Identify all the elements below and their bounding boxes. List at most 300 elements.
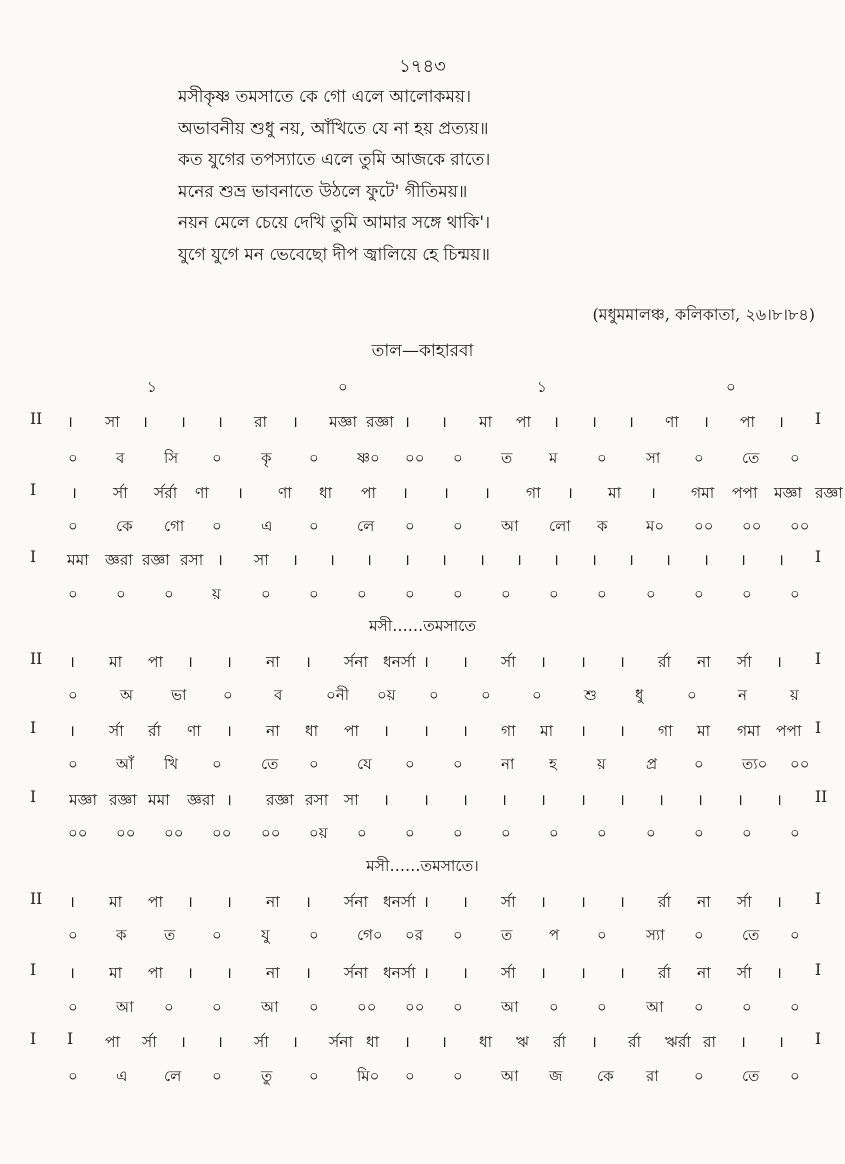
- lyric-syllable: ০: [694, 926, 704, 944]
- beat-marker: ০: [338, 378, 348, 396]
- swara-token: ।: [305, 653, 311, 671]
- swara-row: [0, 961, 845, 989]
- swara-token: I: [815, 1030, 822, 1048]
- swara-token: সা: [105, 413, 120, 431]
- lyric-syllable: ০: [532, 686, 542, 704]
- lyric-syllable: ০: [481, 686, 491, 704]
- swara-token: ।: [404, 551, 410, 569]
- swara-token: ।: [69, 964, 75, 982]
- swara-token: ।: [226, 964, 232, 982]
- swara-token: ।: [305, 964, 311, 982]
- lyric-syllable: ০র: [405, 926, 424, 944]
- swara-token: জ্ঞরা: [187, 791, 215, 809]
- lyric-syllable: য়: [212, 585, 221, 603]
- swara-token: ।: [591, 413, 597, 431]
- lyric-syllable: ০: [549, 585, 559, 603]
- lyric-syllable: ০: [646, 824, 656, 842]
- swara-token: ।: [383, 722, 389, 740]
- lyric-syllable: ০: [453, 926, 463, 944]
- lyric-syllable: ০: [453, 517, 463, 535]
- swara-token: ।: [737, 791, 743, 809]
- swara-token: I: [30, 961, 37, 979]
- swara-token: রজ্ঞা: [142, 551, 170, 569]
- lyric-syllable: আ: [501, 517, 519, 535]
- swara-token: গা: [501, 722, 516, 740]
- lyric-syllable: ০০: [164, 824, 184, 842]
- swara-token: রসা: [180, 551, 204, 569]
- swara-token: ।: [423, 653, 429, 671]
- lyric-syllable: ০: [309, 1067, 319, 1085]
- swara-token: র্সনা: [344, 964, 368, 982]
- swara-token: ।: [553, 551, 559, 569]
- swara-token: I: [815, 410, 822, 428]
- swara-token: পা: [361, 484, 377, 502]
- swara-token: ।: [237, 484, 243, 502]
- swara-token: ণা: [278, 484, 292, 502]
- swara-token: ।: [580, 722, 586, 740]
- swara-token: ।: [553, 413, 559, 431]
- swara-token: ।: [404, 1033, 410, 1051]
- swara-token: মজ্ঞা: [329, 413, 357, 431]
- lyric-row: [0, 753, 845, 781]
- swara-token: I: [30, 788, 37, 806]
- swara-token: ।: [180, 1033, 186, 1051]
- lyric-syllable: ০: [597, 449, 607, 467]
- poem-line: মনের শুভ্র ভাবনাতে উঠলে ফুটে' গীতিময়॥: [178, 181, 468, 202]
- tala-heading: তাল—কাহারবা: [371, 341, 474, 361]
- lyric-syllable: ত: [164, 926, 176, 944]
- swara-token: ।: [776, 964, 782, 982]
- poem-line: মসীকৃষ্ণ তমসাতে কে গো এলে আলোকময়।: [178, 87, 472, 107]
- lyric-syllable: ভা: [171, 686, 187, 704]
- lyric-syllable: ০০: [742, 517, 762, 535]
- lyric-syllable: ষ্ণ০: [357, 449, 380, 467]
- lyric-syllable: লে: [164, 1067, 182, 1085]
- lyric-syllable: ত্য০: [742, 755, 768, 773]
- swara-token: ।: [540, 893, 546, 911]
- lyric-syllable: আ: [116, 998, 134, 1016]
- swara-token: I: [30, 481, 37, 499]
- swara-token: ধনর্সা: [383, 653, 416, 671]
- swara-token: ।: [665, 551, 671, 569]
- swara-token: ।: [778, 413, 784, 431]
- lyric-syllable: ০: [694, 998, 704, 1016]
- swara-token: ঋর্রা: [665, 1033, 691, 1051]
- swara-token: ধা: [479, 1033, 493, 1051]
- lyric-syllable: ০: [261, 585, 271, 603]
- beat-marker: ১: [147, 378, 157, 396]
- lyric-syllable: খি: [164, 755, 179, 773]
- swara-token: ।: [567, 484, 573, 502]
- lyric-syllable: হ: [549, 755, 557, 773]
- swara-token: রা: [703, 1033, 717, 1051]
- lyric-syllable: ০নী: [326, 686, 349, 704]
- swara-token: র্সা: [142, 1033, 157, 1051]
- lyric-syllable: তু: [261, 1067, 273, 1085]
- lyric-syllable: ০: [549, 824, 559, 842]
- lyric-syllable: ০: [694, 824, 704, 842]
- swara-token: I: [815, 719, 822, 737]
- lyric-syllable: ০: [501, 824, 511, 842]
- lyric-syllable: ০০: [790, 755, 810, 773]
- lyric-syllable: ০: [357, 824, 367, 842]
- lyric-syllable: না: [501, 755, 515, 773]
- lyric-syllable: লো: [549, 517, 571, 535]
- section-heading: মসী……তমসাতে।: [366, 857, 479, 875]
- swara-token: গা: [658, 722, 673, 740]
- swara-token: I: [815, 650, 822, 668]
- swara-token: ।: [540, 653, 546, 671]
- swara-token: ণা: [195, 484, 209, 502]
- swara-token: গমা: [691, 484, 715, 502]
- lyric-syllable: ০: [790, 1067, 800, 1085]
- swara-token: ।: [697, 791, 703, 809]
- swara-row: [0, 548, 845, 576]
- lyric-syllable: ০০: [212, 824, 232, 842]
- lyric-syllable: আ: [261, 998, 279, 1016]
- swara-token: সা: [254, 551, 269, 569]
- swara-token: র্রা: [658, 964, 672, 982]
- swara-token: ।: [71, 484, 77, 502]
- lyric-syllable: ০: [68, 926, 78, 944]
- swara-token: না: [697, 653, 711, 671]
- lyric-syllable: যে: [357, 755, 372, 773]
- swara-token: মা: [540, 722, 554, 740]
- lyric-syllable: ০: [212, 1067, 222, 1085]
- swara-token: ।: [580, 653, 586, 671]
- lyric-syllable: ০: [597, 585, 607, 603]
- swara-row: [0, 719, 845, 747]
- swara-token: ।: [443, 484, 449, 502]
- swara-token: I: [30, 548, 37, 566]
- swara-token: ।: [423, 791, 429, 809]
- lyric-syllable: ০: [68, 1067, 78, 1085]
- swara-token: II: [30, 410, 43, 428]
- lyric-syllable: আঁ: [116, 755, 134, 773]
- lyric-syllable: এ: [261, 517, 273, 535]
- swara-token: না: [266, 722, 280, 740]
- lyric-syllable: ০য়: [309, 824, 328, 842]
- swara-token: ।: [540, 791, 546, 809]
- swara-token: রজ্ঞা: [815, 484, 843, 502]
- lyric-syllable: ০০: [790, 517, 810, 535]
- swara-token: পা: [105, 1033, 121, 1051]
- lyric-syllable: ০০: [261, 824, 281, 842]
- lyric-syllable: ধু: [635, 686, 644, 704]
- source-citation: (মধুমমালঞ্চ, কলিকাতা, ২৬।৮।৮৪): [592, 305, 815, 324]
- lyric-syllable: প: [549, 926, 560, 944]
- swara-token: রজ্ঞা: [266, 791, 294, 809]
- lyric-syllable: ত: [501, 449, 513, 467]
- swara-token: ।: [366, 551, 372, 569]
- swara-token: ।: [423, 893, 429, 911]
- swara-token: ণা: [665, 413, 679, 431]
- lyric-syllable: ০: [790, 449, 800, 467]
- swara-token: র্সা: [109, 722, 124, 740]
- lyric-syllable: কৃ: [261, 449, 272, 467]
- lyric-syllable: তে: [742, 926, 760, 944]
- swara-token: ।: [628, 413, 634, 431]
- swara-token: ।: [423, 964, 429, 982]
- swara-token: র্সনা: [344, 653, 368, 671]
- lyric-syllable: ০: [309, 449, 319, 467]
- swara-token: ।: [69, 722, 75, 740]
- swara-token: র্রা: [658, 893, 672, 911]
- lyric-syllable: য়: [597, 755, 606, 773]
- lyric-syllable: ০: [790, 585, 800, 603]
- swara-token: রজ্ঞা: [366, 413, 394, 431]
- lyric-syllable: ০: [309, 998, 319, 1016]
- lyric-syllable: ০: [694, 1067, 704, 1085]
- lyric-syllable: ০: [694, 585, 704, 603]
- swara-token: ।: [402, 484, 408, 502]
- poem-line: কত যুগের তপস্যাতে এলে তুমি আজকে রাতে।: [178, 150, 491, 170]
- lyric-syllable: তে: [742, 1067, 760, 1085]
- lyric-syllable: ০: [453, 449, 463, 467]
- lyric-syllable: সা: [646, 449, 661, 467]
- swara-token: মা: [479, 413, 493, 431]
- swara-row: [0, 890, 845, 918]
- swara-token: ।: [580, 791, 586, 809]
- lyric-syllable: ০০: [694, 517, 714, 535]
- beat-marker: ১: [537, 378, 547, 396]
- poem-line: অভাবনীয় শুধু নয়, আঁখিতে যে না হয় প্রত্যয়॥: [178, 118, 489, 139]
- lyric-syllable: ০: [405, 1067, 415, 1085]
- swara-token: ।: [619, 893, 625, 911]
- lyric-syllable: ০য়: [377, 686, 396, 704]
- swara-token: ।: [69, 893, 75, 911]
- swara-token: ।: [292, 1033, 298, 1051]
- lyric-syllable: ০: [742, 824, 752, 842]
- lyric-syllable: য়: [790, 686, 799, 704]
- swara-token: রজ্ঞা: [109, 791, 137, 809]
- lyric-syllable: এ: [116, 1067, 128, 1085]
- lyric-syllable: ০: [164, 585, 174, 603]
- swara-token: ।: [479, 551, 485, 569]
- swara-row: [0, 650, 845, 678]
- swara-token: পপা: [776, 722, 802, 740]
- lyric-syllable: ০: [164, 998, 174, 1016]
- swara-token: ।: [217, 1033, 223, 1051]
- lyric-syllable: ন: [738, 686, 747, 704]
- swara-token: পা: [740, 413, 756, 431]
- lyric-syllable: ব: [274, 686, 283, 704]
- swara-token: মজ্ঞা: [69, 791, 97, 809]
- lyric-syllable: ত: [501, 926, 513, 944]
- lyric-syllable: কে: [116, 517, 133, 535]
- lyric-row: [0, 447, 845, 475]
- swara-token: ।: [180, 413, 186, 431]
- swara-token: সা: [344, 791, 359, 809]
- swara-token: ।: [226, 791, 232, 809]
- swara-token: ।: [580, 964, 586, 982]
- swara-token: ।: [217, 413, 223, 431]
- lyric-syllable: ক: [116, 926, 127, 944]
- swara-row: [0, 410, 845, 438]
- swara-token: ।: [628, 551, 634, 569]
- lyric-syllable: সি: [164, 449, 179, 467]
- lyric-syllable: ০০: [68, 824, 88, 842]
- lyric-syllable: ০: [429, 686, 439, 704]
- lyric-syllable: আ: [501, 998, 519, 1016]
- swara-token: I: [67, 1030, 74, 1048]
- swara-token: I: [815, 961, 822, 979]
- swara-token: ।: [292, 413, 298, 431]
- swara-token: ধা: [319, 484, 333, 502]
- lyric-syllable: মি০: [357, 1067, 380, 1085]
- swara-token: মমা: [148, 791, 170, 809]
- swara-token: মা: [109, 893, 123, 911]
- lyric-row: [0, 822, 845, 850]
- lyric-row: [0, 996, 845, 1024]
- lyric-syllable: লে: [357, 517, 375, 535]
- lyric-syllable: ০: [116, 585, 126, 603]
- poem-stanza: [178, 82, 778, 271]
- swara-token: ধা: [366, 1033, 380, 1051]
- swara-token: মমা: [67, 551, 89, 569]
- lyric-syllable: ০: [694, 755, 704, 773]
- swara-token: জ্ঞরা: [105, 551, 133, 569]
- lyric-row: [0, 583, 845, 611]
- lyric-syllable: ০০: [357, 998, 377, 1016]
- swara-token: II: [30, 650, 43, 668]
- lyric-syllable: তে: [742, 449, 760, 467]
- lyric-syllable: ০: [453, 824, 463, 842]
- swara-token: ।: [329, 551, 335, 569]
- swara-token: ।: [776, 653, 782, 671]
- swara-token: I: [815, 548, 822, 566]
- swara-token: ঋ: [516, 1033, 529, 1051]
- swara-token: ।: [484, 484, 490, 502]
- lyric-syllable: ০: [790, 926, 800, 944]
- lyric-syllable: ০০: [405, 449, 425, 467]
- swara-token: ।: [187, 653, 193, 671]
- swara-token: I: [30, 719, 37, 737]
- swara-token: ।: [462, 653, 468, 671]
- swara-token: ।: [462, 791, 468, 809]
- poem-line: নয়ন মেলে চেয়ে দেখি তুমি আমার সঙ্গে থাকি'।: [178, 213, 491, 233]
- lyric-syllable: ০: [687, 686, 697, 704]
- lyric-syllable: ০: [68, 585, 78, 603]
- lyric-row: [0, 1065, 845, 1093]
- swara-token: ণা: [187, 722, 201, 740]
- swara-token: র্রা: [658, 653, 672, 671]
- lyric-syllable: যু: [261, 926, 270, 944]
- swara-token: ।: [619, 722, 625, 740]
- lyric-syllable: ০: [357, 585, 367, 603]
- swara-token: র্সা: [501, 653, 516, 671]
- swara-token: ।: [619, 653, 625, 671]
- lyric-syllable: জ: [549, 1067, 563, 1085]
- lyric-syllable: ০: [694, 449, 704, 467]
- lyric-syllable: গে০: [357, 926, 383, 944]
- swara-token: ।: [658, 791, 664, 809]
- lyric-syllable: ০: [453, 1067, 463, 1085]
- lyric-syllable: ০: [309, 517, 319, 535]
- swara-token: গমা: [737, 722, 761, 740]
- swara-token: র্সর্রা: [154, 484, 178, 502]
- swara-token: ।: [740, 551, 746, 569]
- swara-token: না: [266, 893, 280, 911]
- lyric-syllable: ০: [742, 998, 752, 1016]
- lyric-syllable: ক: [597, 517, 608, 535]
- swara-token: ।: [462, 722, 468, 740]
- lyric-syllable: অ: [120, 686, 133, 704]
- lyric-syllable: প্র: [646, 755, 658, 773]
- swara-token: ।: [226, 893, 232, 911]
- lyric-syllable: ০: [223, 686, 233, 704]
- swara-token: ধনর্সা: [383, 964, 416, 982]
- swara-token: র্সা: [737, 893, 752, 911]
- swara-token: মা: [697, 722, 711, 740]
- lyric-syllable: আ: [501, 1067, 519, 1085]
- swara-token: ।: [226, 653, 232, 671]
- swara-token: গা: [526, 484, 541, 502]
- lyric-syllable: ০: [212, 517, 222, 535]
- swara-token: ।: [441, 1033, 447, 1051]
- swara-token: ।: [703, 551, 709, 569]
- swara-token: II: [30, 890, 43, 908]
- swara-token: ।: [462, 964, 468, 982]
- lyric-syllable: ০: [68, 998, 78, 1016]
- lyric-syllable: ০: [790, 998, 800, 1016]
- swara-token: পা: [344, 722, 360, 740]
- lyric-syllable: ০: [309, 755, 319, 773]
- swara-token: ।: [740, 1033, 746, 1051]
- swara-token: পা: [148, 893, 164, 911]
- lyric-syllable: কে: [597, 1067, 614, 1085]
- lyric-syllable: ০: [68, 755, 78, 773]
- swara-token: ।: [619, 791, 625, 809]
- swara-token: র্সনা: [344, 893, 368, 911]
- swara-token: ।: [591, 1033, 597, 1051]
- swara-row: [0, 481, 845, 509]
- swara-token: রসা: [305, 791, 329, 809]
- swara-token: ।: [441, 551, 447, 569]
- lyric-syllable: ০: [309, 926, 319, 944]
- poem-line: যুগে যুগে মন ভেবেছো দীপ জ্বালিয়ে হে চিন্ময়॥: [178, 244, 490, 265]
- lyric-syllable: ০: [742, 585, 752, 603]
- swara-token: না: [266, 653, 280, 671]
- swara-token: ।: [217, 551, 223, 569]
- swara-token: র্সা: [501, 893, 516, 911]
- swara-token: ।: [441, 413, 447, 431]
- lyric-syllable: ০: [453, 585, 463, 603]
- swara-token: র্সনা: [329, 1033, 353, 1051]
- lyric-syllable: ০: [549, 998, 559, 1016]
- swara-token: ।: [703, 413, 709, 431]
- lyric-syllable: ০: [405, 517, 415, 535]
- swara-token: ।: [383, 791, 389, 809]
- swara-token: র্রা: [148, 722, 162, 740]
- lyric-syllable: ০: [405, 755, 415, 773]
- swara-token: ।: [142, 413, 148, 431]
- swara-token: I: [815, 890, 822, 908]
- swara-token: ।: [776, 893, 782, 911]
- swara-token: মা: [608, 484, 622, 502]
- swara-token: ।: [591, 551, 597, 569]
- lyric-syllable: ০: [212, 449, 222, 467]
- lyric-syllable: ০০: [405, 998, 425, 1016]
- swara-token: না: [266, 964, 280, 982]
- lyric-syllable: ০: [68, 686, 78, 704]
- beat-marker: ০: [726, 378, 736, 396]
- lyric-syllable: ব: [116, 449, 125, 467]
- lyric-syllable: ০: [646, 585, 656, 603]
- lyric-syllable: ০০: [116, 824, 136, 842]
- lyric-syllable: গো: [164, 517, 185, 535]
- swara-row: [0, 788, 845, 816]
